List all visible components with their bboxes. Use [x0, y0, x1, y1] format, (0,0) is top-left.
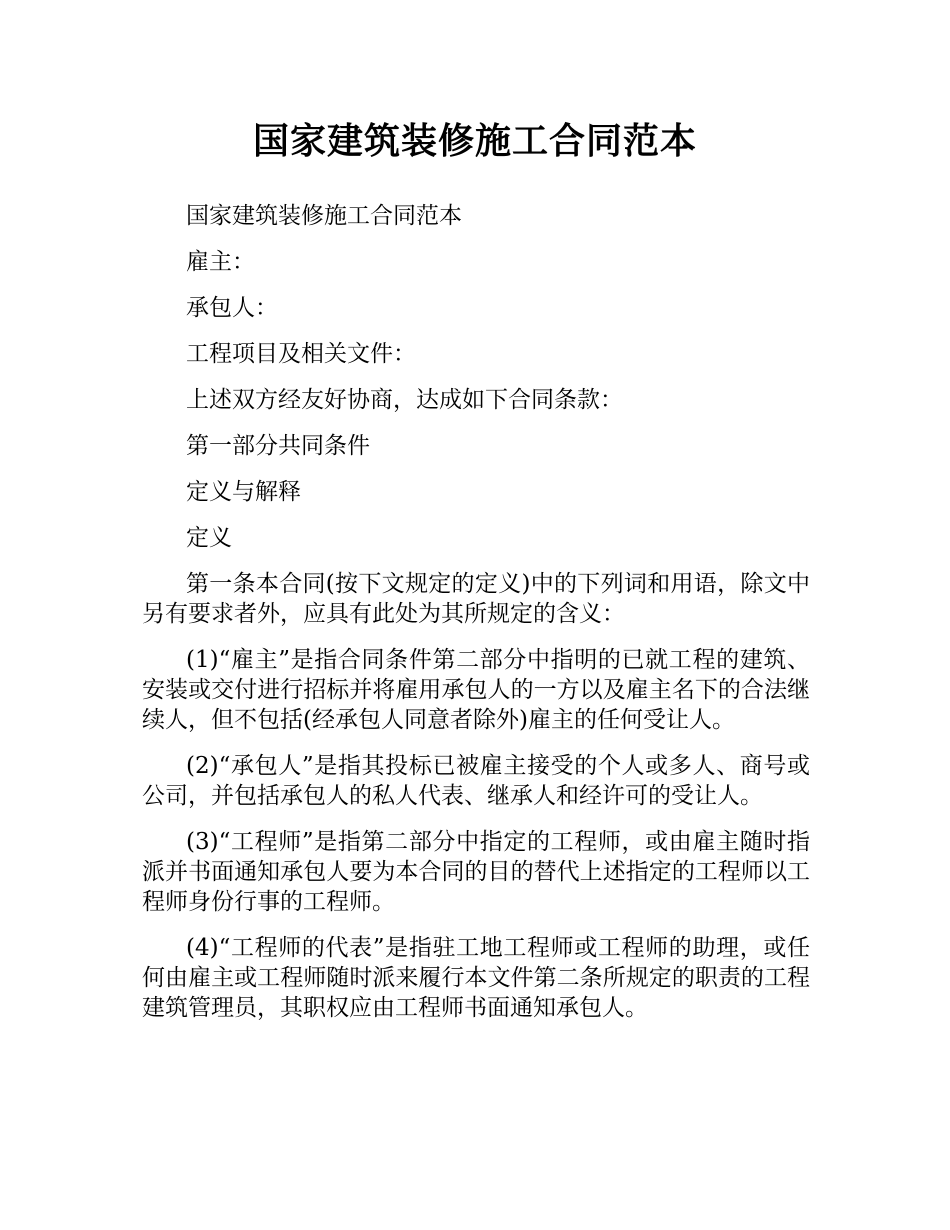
- paragraph-definitions-interpretation: 定义与解释: [186, 479, 301, 505]
- paragraph-definitions: 定义: [186, 525, 232, 551]
- paragraph-article-one: 第一条本合同(按下文规定的定义)中的下列词和用语，除文中另有要求者外，应具有此处为其所规定的含义：: [142, 571, 810, 627]
- document-title: 国家建筑装修施工合同范本: [252, 121, 697, 162]
- paragraph-project: 工程项目及相关文件：: [186, 341, 416, 367]
- paragraph-clause-1: (1)“雇主”是指合同条件第二部分中指明的已就工程的建筑、安装或交付进行招标并将雇用承包人的一方以及雇主名下的合法继续人，但不包括(经承包人同意者除外)雇主的任何受让人。: [142, 647, 810, 733]
- paragraph-clause-2: (2)“承包人”是指其投标已被雇主接受的个人或多人、商号或公司，并包括承包人的私人代表、继承人和经许可的受让人。: [142, 753, 810, 809]
- paragraph-agreement: 上述双方经友好协商，达成如下合同条款：: [186, 387, 623, 413]
- document-body: [142, 201, 810, 1039]
- paragraph-part-one: 第一部分共同条件: [186, 433, 370, 459]
- paragraph-clause-4: (4)“工程师的代表”是指驻工地工程师或工程师的助理，或任何由雇主或工程师随时派来履行本文件第二条所规定的职责的工程建筑管理员，其职权应由工程师书面通知承包人。: [142, 935, 810, 1021]
- paragraph-clause-3: (3)“工程师”是指第二部分中指定的工程师，或由雇主随时指派并书面通知承包人要为本合同的目的替代上述指定的工程师以工程师身份行事的工程师。: [142, 829, 810, 915]
- paragraph-contractor: 承包人：: [186, 295, 278, 321]
- paragraph-employer: 雇主：: [186, 249, 255, 275]
- paragraph-heading: 国家建筑装修施工合同范本: [186, 203, 462, 229]
